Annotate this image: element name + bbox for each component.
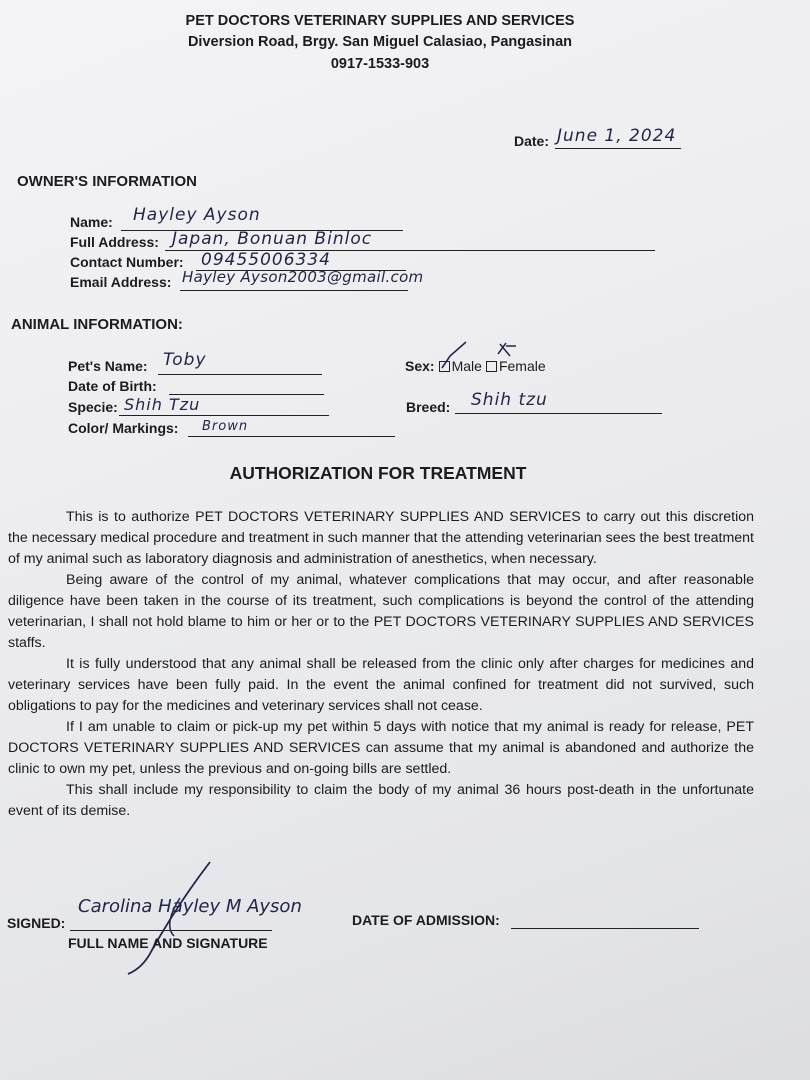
paragraph: If I am unable to claim or pick-up my pet within 5 days with notice that my animal is ready for release, PET DOCTORS VETERINARY SUPPLIES AND SERVICES can assume that my animal is abandoned and authorize the clinic to own my pet, unless the previous and on-going bills are settled. [8,719,754,777]
paragraph: This shall include my responsibility to claim the body of my animal 36 hours post-death in the unfortunate event of its demise. [8,782,754,819]
paragraph: Being aware of the control of my animal, whatever complications that may occur, and after reasonable diligence have been taken in the course of its treatment, such complications is beyond the control of the attending veterinarian, I shall not hold blame to him or her or to the PET DOCTORS VETERINARY SUPPLIES AND SERVICES staffs. [8,572,754,651]
company-phone: 0917-1533-903 [330,56,430,72]
company-name: PET DOCTORS VETERINARY SUPPLIES AND SERVICES [185,13,575,29]
dob-label: Date of Birth: [68,378,157,394]
owner-email-label: Email Address: [70,274,172,290]
owner-email-line [180,290,408,291]
owner-address-value[interactable]: Japan, Bonuan Binloc [172,229,373,249]
paragraph: It is fully understood that any animal shall be released from the clinic only after charges for medicines and veterinary services have been fully paid. In the event the animal confined for treatment did not survived, such obligations to pay for the medicines and veterinary services shall not cease. [8,656,754,714]
pet-name-label: Pet's Name: [68,358,148,374]
signature-flourish [110,858,220,978]
sex-check-marks [436,340,526,376]
company-address: Diversion Road, Brgy. San Miguel Calasiao, Pangasinan [187,34,573,50]
breed-line [455,413,662,414]
breed-label: Breed: [406,399,451,415]
species-value[interactable]: Shih Tzu [124,395,201,414]
owner-address-label: Full Address: [70,234,159,250]
owner-name-label: Name: [70,214,113,230]
date-line [555,148,681,149]
animal-heading: ANIMAL INFORMATION: [11,316,183,333]
breed-value[interactable]: Shih tzu [471,390,548,410]
owner-contact-value[interactable]: 09455006334 [201,250,331,270]
date-value[interactable]: June 1, 2024 [557,126,677,146]
male-option-label: Male [451,358,482,374]
date-label: Date: [514,133,550,149]
species-line [119,415,329,416]
signature-caption: FULL NAME AND SIGNATURE [68,935,268,951]
owner-name-value[interactable]: Hayley Ayson [133,205,261,225]
pet-name-value[interactable]: Toby [163,350,207,370]
admission-label: DATE OF ADMISSION: [352,912,500,928]
authorization-title: AUTHORIZATION FOR TREATMENT [229,463,527,483]
pet-name-line [158,374,322,375]
handwritten-signature[interactable]: Carolina Hayley M Ayson [78,896,302,917]
species-label: Specie: [68,399,118,415]
paragraph: This is to authorize PET DOCTORS VETERINARY SUPPLIES AND SERVICES to carry out this discretion the necessary medical procedure and treatment in such manner that the attending veterinarian sees the best treatment of my animal such as laboratory diagnosis and administration of anesthetics, when necessary. [8,509,754,567]
female-option-label: Female [498,358,546,374]
authorization-body [8,507,754,822]
color-label: Color/ Markings: [68,420,179,436]
signed-label: SIGNED: [7,915,66,931]
color-line [188,436,395,437]
sex-label: Sex: [405,358,435,374]
color-value[interactable]: Brown [202,419,249,434]
owner-contact-label: Contact Number: [70,254,184,270]
owner-heading: OWNER'S INFORMATION [17,173,197,190]
owner-email-value[interactable]: Hayley Ayson2003@gmail.com [182,268,424,286]
admission-line[interactable] [511,928,699,929]
